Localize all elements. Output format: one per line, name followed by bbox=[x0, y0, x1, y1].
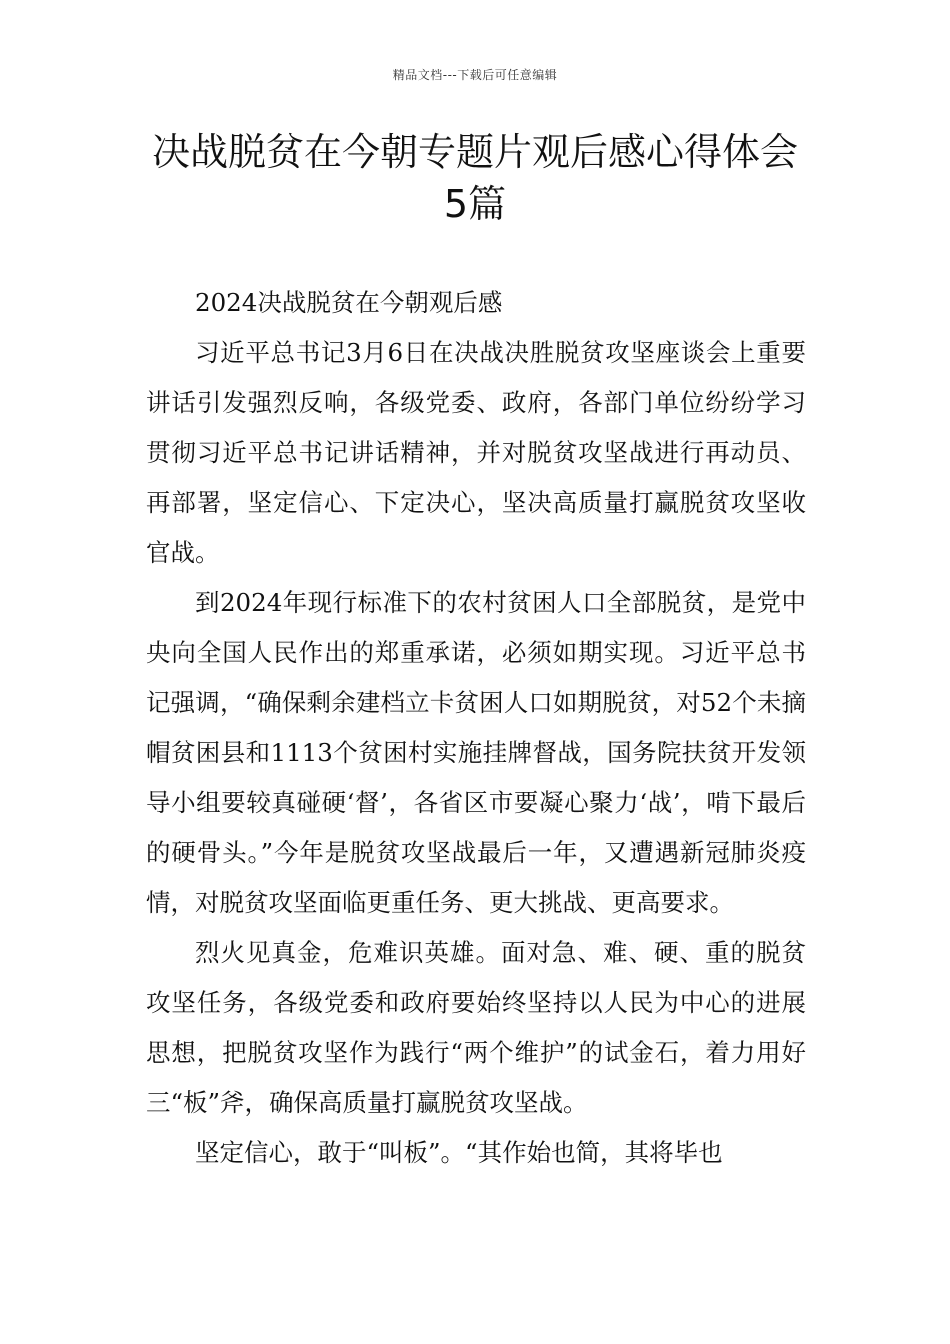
header-note: 精品文档---下载后可任意编辑 bbox=[392, 68, 558, 82]
paragraph: 到2024年现行标准下的农村贫困人口全部脱贫，是党中央向全国人民作出的郑重承诺，必须如期实现。习近平总书记强调，“确保剩余建档立卡贫困人口如期脱贫，对52个未摘帽贫困县和1113个贫困村实施挂牌督战，国务院扶贫开发领导小组要较真碰硬‘督’，各省区市要凝心聚力‘战’，啃下最后的硬骨头。”今年是脱贫攻坚战最后一年，又遭遇新冠肺炎疫情，对脱贫攻坚面临更重任务、更大挑战、更高要求。 bbox=[146, 588, 806, 917]
title-line-2: 5篇 bbox=[443, 182, 507, 226]
paragraph: 坚定信心，敢于“叫板”。“其作始也简，其将毕也 bbox=[195, 1138, 723, 1167]
title-line-1: 决战脱贫在今朝专题片观后感心得体会 bbox=[151, 130, 798, 174]
paragraph: 习近平总书记3月6日在决战决胜脱贫攻坚座谈会上重要讲话引发强烈反响，各级党委、政府，各部门单位纷纷学习贯彻习近平总书记讲话精神，并对脱贫攻坚战进行再动员、再部署，坚定信心、下定决心，坚决高质量打赢脱贫攻坚收官战。 bbox=[146, 338, 806, 567]
paragraph: 烈火见真金，危难识英雄。面对急、难、硬、重的脱贫攻坚任务，各级党委和政府要始终坚持以人民为中心的进展思想，把脱贫攻坚作为践行“两个维护”的试金石，着力用好三“板”斧，确保高质量打赢脱贫攻坚战。 bbox=[146, 938, 806, 1117]
document-title bbox=[100, 126, 850, 230]
document-body bbox=[146, 278, 806, 1178]
section-subheading: 2024决战脱贫在今朝观后感 bbox=[195, 288, 503, 317]
